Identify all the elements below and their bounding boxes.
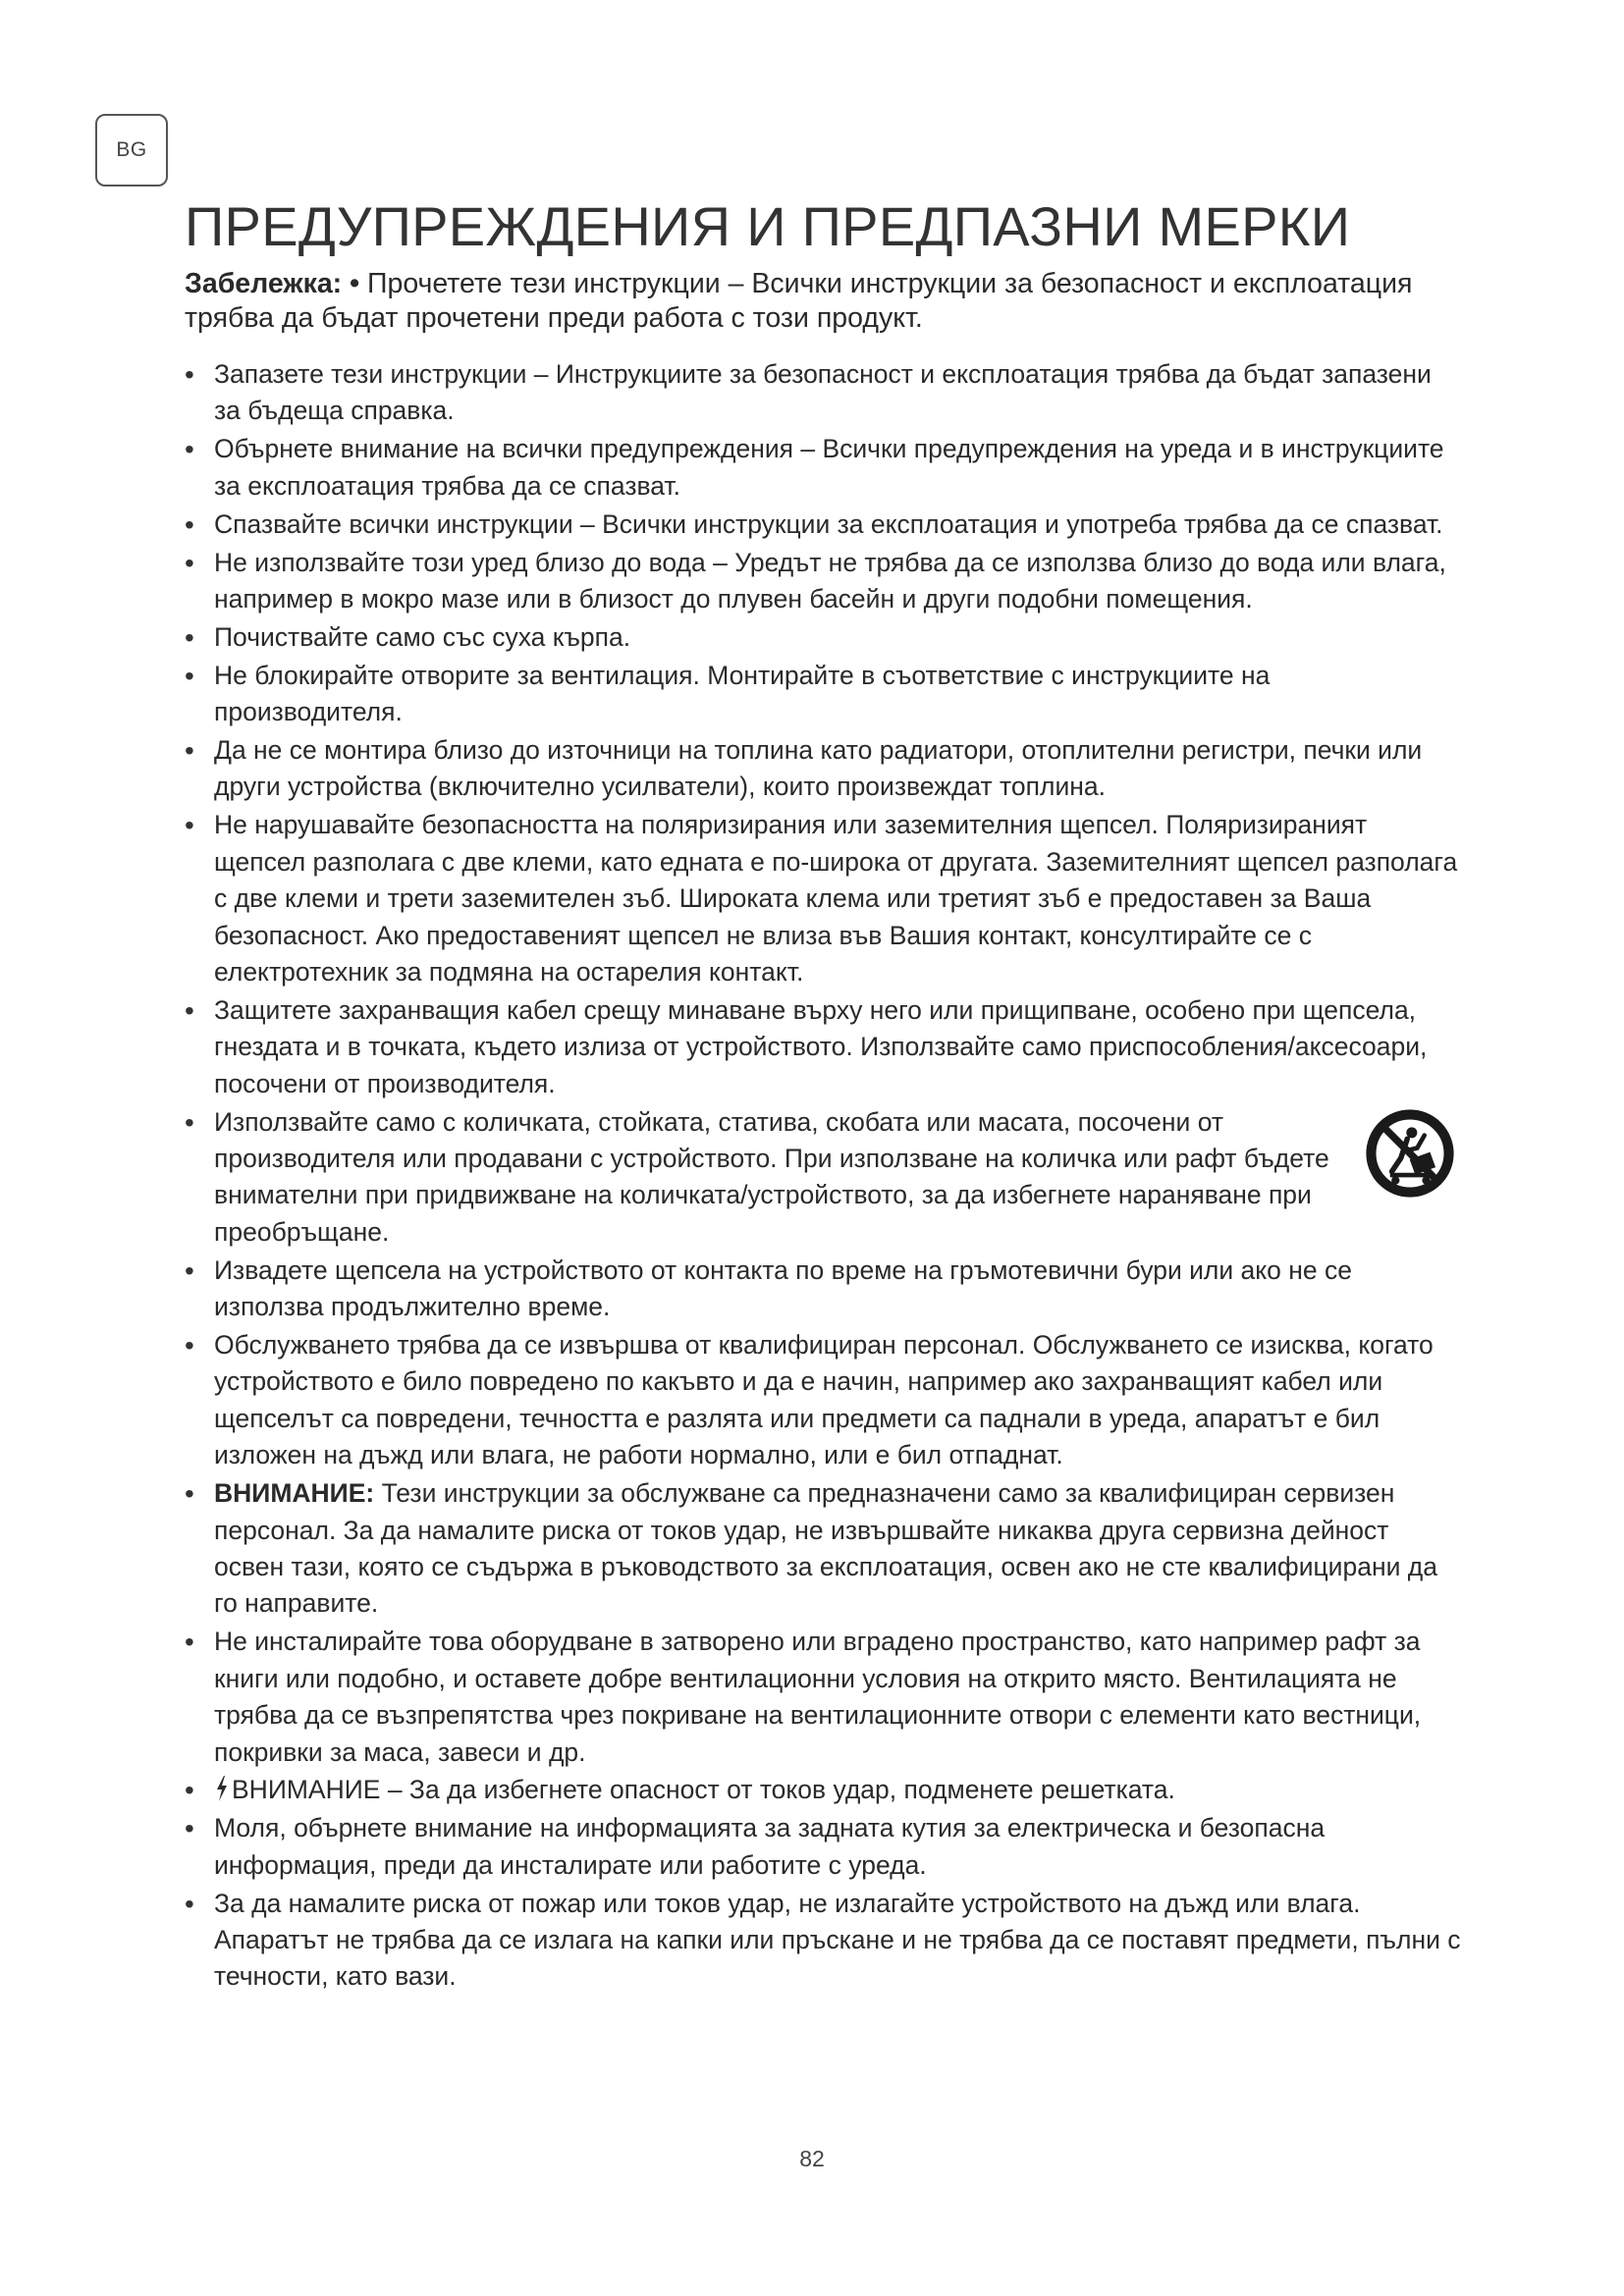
safety-item-rear-info: • Моля, обърнете внимание на информацията за задната кутия за електрическа и безопасна информация, преди да инсталирате или работите с уреда. (185, 1810, 1461, 1884)
safety-item-cart (185, 1104, 1461, 1252)
safety-item-ventilation: • Не блокирайте отворите за вентилация. Монтирайте в съответствие с инструкциите на производителя. (185, 658, 1461, 731)
safety-item-heed-warnings: • Обърнете внимание на всички предупреждения – Всички предупреждения на уреда и в инструкциите за експлоатация трябва да се спазват. (185, 431, 1461, 505)
safety-item-power-cord: • Защитете захранващия кабел срещу минаване върху него или прищипване, особено при щепсела, гнездата и в точката, където излиза от устройството. Използвайте само приспособления/аксесоари, посочени от производителя. (185, 992, 1461, 1102)
safety-item-water: • Не използвайте този уред близо до вода – Уредът не трябва да се използва близо до вода или влага, например в мокро мазе или в близост до плувен басейн и други подобни помещения. (185, 545, 1461, 618)
note-label: Забележка: • (185, 268, 360, 299)
safety-item-grille (185, 1772, 1461, 1808)
safety-item-clean: • Почиствайте само със суха кърпа. (185, 619, 1461, 656)
caution-text: Тези инструкции за обслужване са предназначени само за квалифициран сервизен персонал. За да намалите риска от токов удар, не извършвайте никаква друга сервизна дейност освен тази, която се съдържа в ръководството за експлоатация, освен ако не сте квалифицирани да го направите. (214, 1478, 1437, 1619)
grille-warning-text: ВНИМАНИЕ – За да избегнете опасност от токов удар, подменете решетката. (232, 1775, 1175, 1805)
note-paragraph (185, 267, 1461, 336)
safety-item-cart-text: Използвайте само с количката, стойката, статива, скобата или масата, посочени от производителя или продавани с устройството. При използване на количка или рафт бъдете внимателни при придвижване на количката/устройството, за да избегнете нараняване при преобръщане. (214, 1106, 1329, 1247)
safety-item-unplug: • Извадете щепсела на устройството от контакта по време на гръмотевични бури или ако не се използва продължително време. (185, 1253, 1461, 1326)
caution-label: ВНИМАНИЕ: (214, 1478, 375, 1509)
note-text: Прочетете тези инструкции – Всички инструкции за безопасност и експлоатация трябва да бъдат прочетени преди работа с този продукт. (185, 268, 1413, 334)
safety-item-plug: • Не нарушавайте безопасността на поляризирания или заземителния щепсел. Поляризираният щепсел разполага с две клеми, като едната е по-широка от другата. Заземителният щепсел разполага с две клеми и трети заземителен зъб. Широката клема или третият зъб е предоставен за Ваша безопасност. Ако предоставеният щепсел не влиза във Вашия контакт, консултирайте се с електротехник за подмяна на остарелия контакт. (185, 807, 1461, 990)
safety-item-enclosed-space: • Не инсталирайте това оборудване в затворено или вградено пространство, като например рафт за книги или подобно, и оставете добре вентилационни условия на открито място. Вентилацията не трябва да се възпрепятства чрез покриване на вентилационните отвори с елементи като вестници, покривки за маса, завеси и др. (185, 1624, 1461, 1771)
safety-list (185, 356, 1461, 1996)
safety-item-fire-shock: • За да намалите риска от пожар или токов удар, не излагайте устройството на дъжд или влага. Апаратът не трябва да се излага на капки или пръскане и не трябва да се поставят предмети, пълни с течности, като вази. (185, 1886, 1461, 1996)
safety-item-heat: • Да не се монтира близо до източници на топлина като радиатори, отоплителни регистри, печки или други устройства (включително усилватели), които произвеждат топлина. (185, 732, 1461, 806)
safety-item-caution-service (185, 1475, 1461, 1623)
safety-item-servicing: • Обслужването трябва да се извършва от квалифициран персонал. Обслужването се изисква, когато устройството е било повредено по какъвто и да е начин, например ако захранващият кабел или щепселът са повредени, течността е разлята или предмети са паднали в уреда, апаратът е бил изложен на дъжд или влага, не работи нормално, или е бил отпаднат. (185, 1327, 1461, 1474)
safety-item-keep-instructions: • Запазете тези инструкции – Инструкциите за безопасност и експлоатация трябва да бъдат запазени за бъдеща справка. (185, 356, 1461, 430)
cart-tip-over-warning-icon (1365, 1108, 1455, 1199)
lightning-bolt-icon (214, 1775, 230, 1802)
page-content (185, 192, 1461, 1997)
page-title: ПРЕДУПРЕЖДЕНИЯ И ПРЕДПАЗНИ МЕРКИ (185, 195, 1351, 257)
language-tab: BG (95, 114, 168, 187)
page-number: 82 (799, 2146, 825, 2171)
safety-item-follow-instructions: • Спазвайте всички инструкции – Всички инструкции за експлоатация и употреба трябва да се спазват. (185, 507, 1461, 543)
